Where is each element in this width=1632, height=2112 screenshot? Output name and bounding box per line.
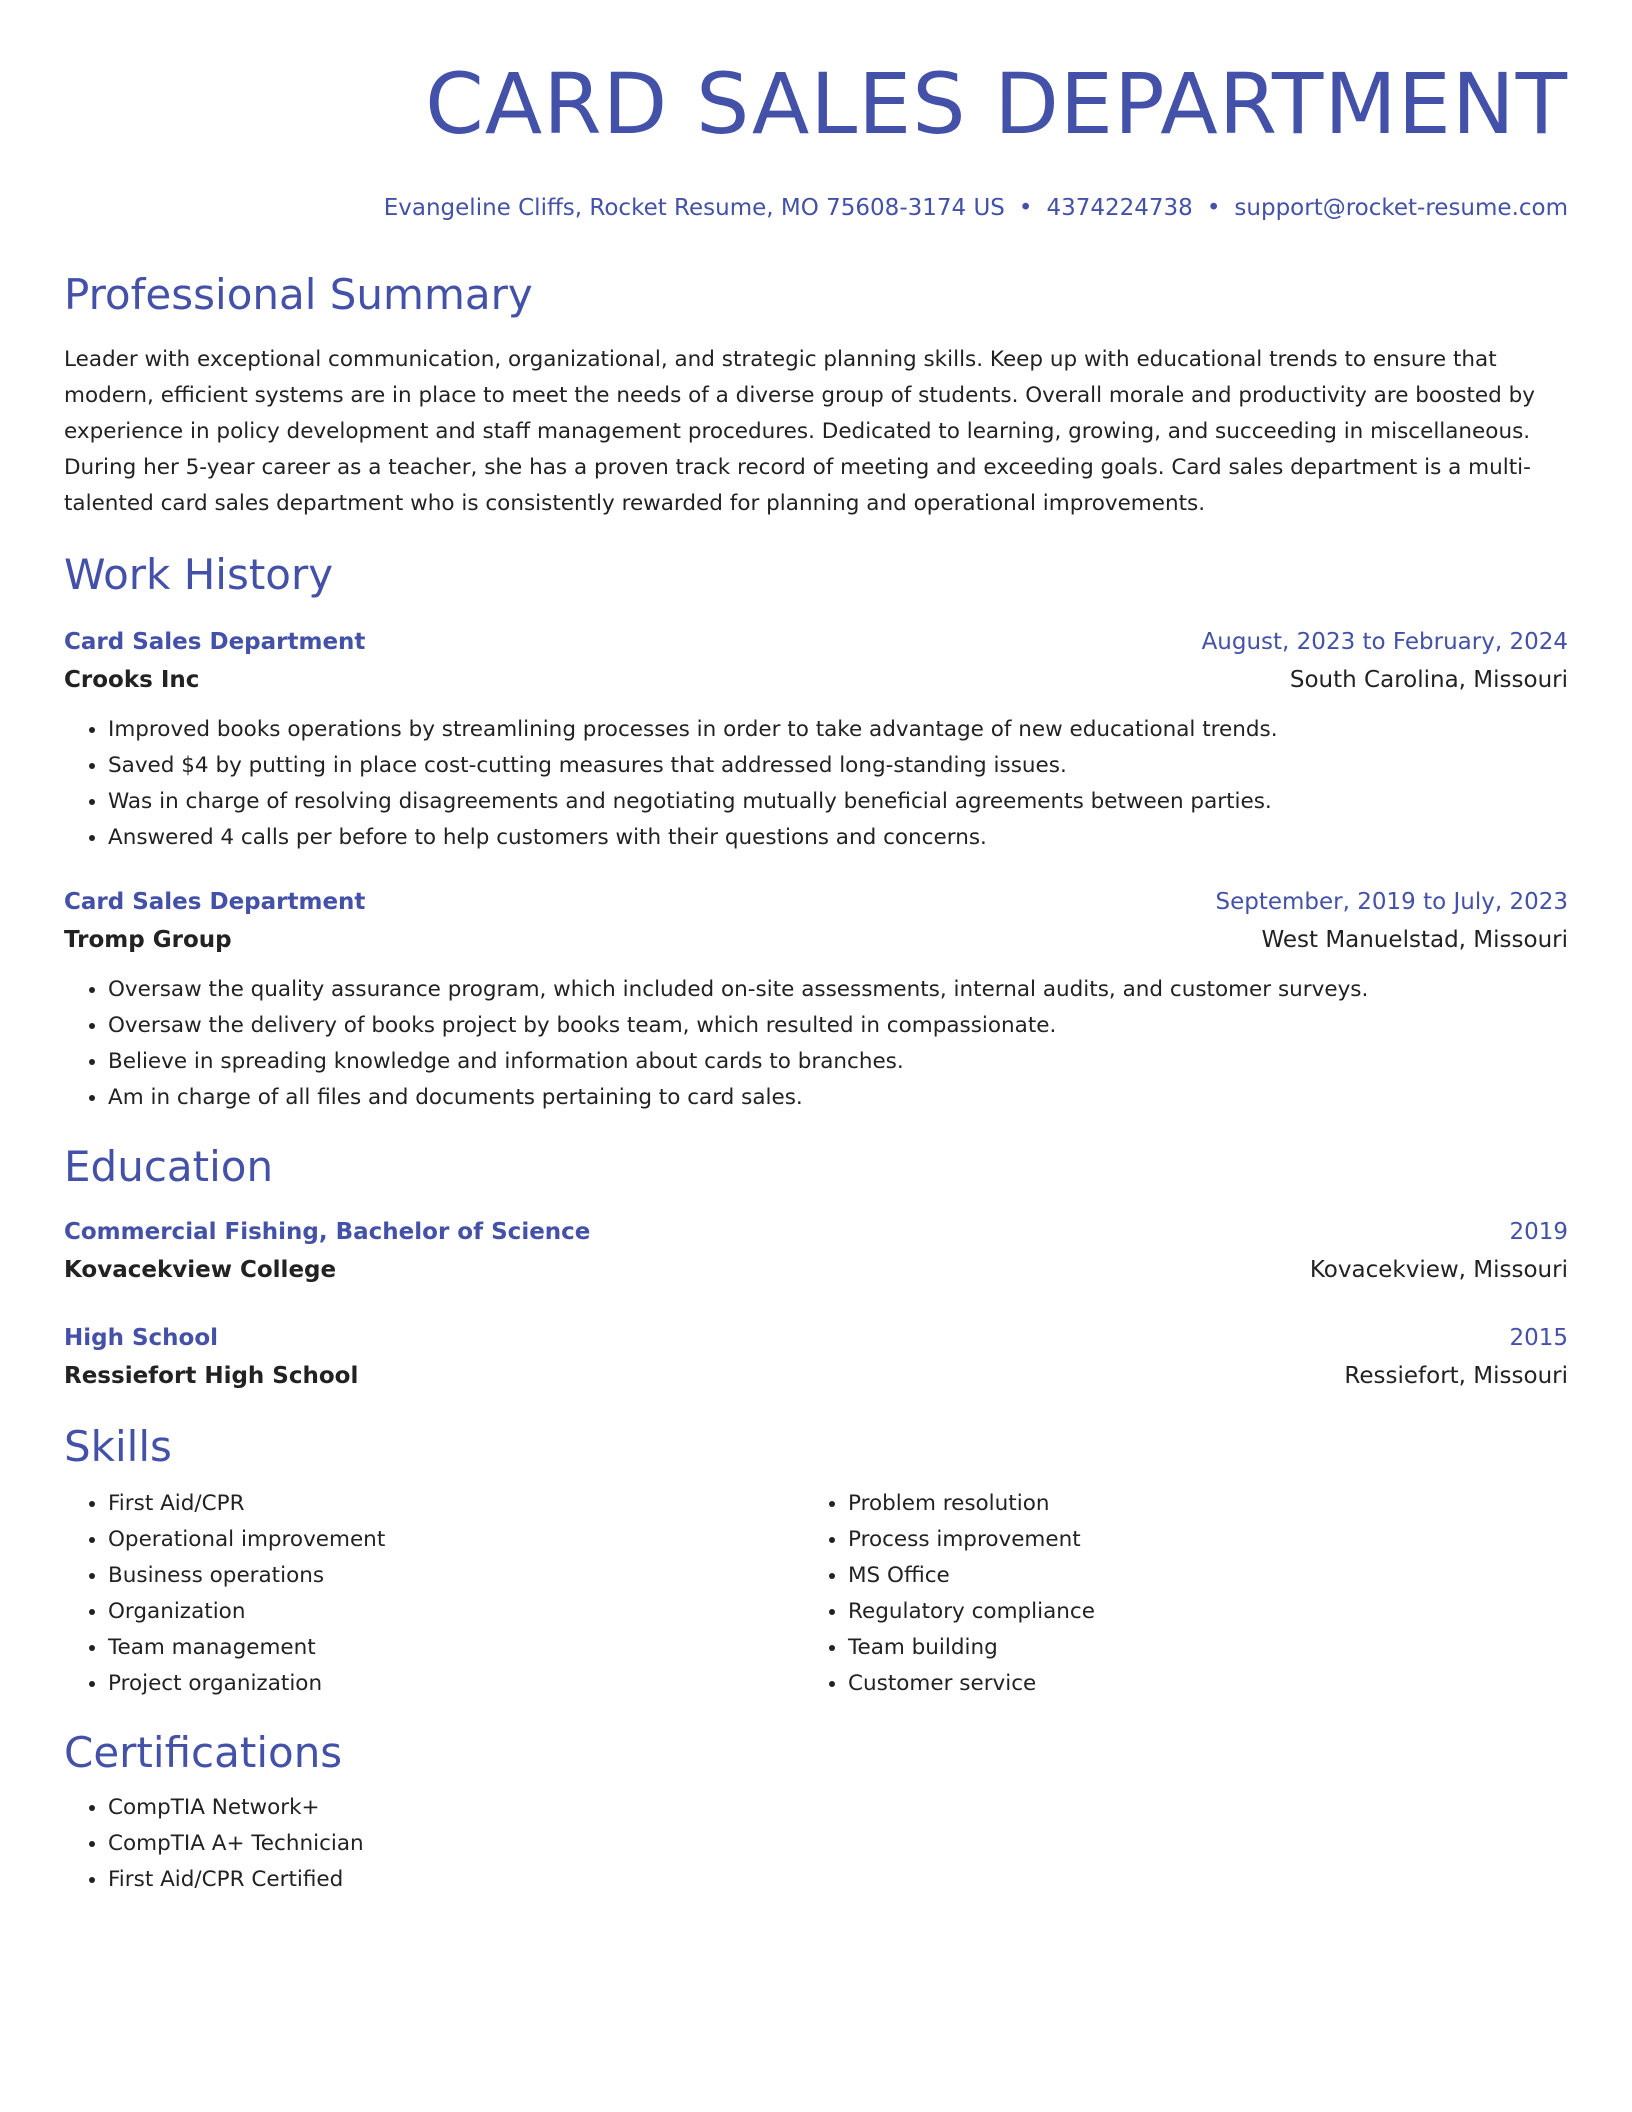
job-entry	[64, 884, 1568, 1116]
education-entry	[64, 1320, 1568, 1396]
job-header-row	[64, 884, 1568, 920]
summary-text: Leader with exceptional communication, organizational, and strategic planning skills. Keep up with educational trends to ensure that modern, efficient systems are in place to meet the needs of a diverse group of students. Overall morale and productivity are boosted by experience in policy development and staff management procedures. Dedicated to learning, growing, and succeeding in miscellaneous. During her 5-year career as a teacher, she has a proven track record of meeting and exceeding goals. Card sales department is a multi-talented card sales department who is consistently rewarded for planning and operational improvements.	[64, 347, 1535, 516]
skill-item: • MS Office	[848, 1558, 1544, 1594]
skills-columns	[64, 1486, 1568, 1702]
education-school: Kovacekview College	[64, 1257, 337, 1283]
skills-title: Skills	[64, 1422, 172, 1471]
job-company: Crooks Inc	[64, 667, 200, 693]
job-bullet: • Answered 4 calls per before to help customers with their questions and concerns.	[108, 820, 1568, 856]
work-history-title: Work History	[64, 550, 334, 599]
certification-item: • First Aid/CPR Certified	[108, 1862, 1568, 1898]
skill-item: • Team building	[848, 1630, 1544, 1666]
skill-item: • First Aid/CPR	[108, 1486, 804, 1522]
job-dates: August, 2023 to February, 2024	[1201, 629, 1568, 655]
certification-item: • CompTIA Network+	[108, 1790, 1568, 1826]
education-section	[64, 1142, 1568, 1396]
job-bullets	[64, 972, 1568, 1116]
job-company-row	[64, 920, 1568, 960]
skill-item: • Project organization	[108, 1666, 804, 1702]
job-bullet: • Was in charge of resolving disagreements and negotiating mutually beneficial agreements between parties.	[108, 784, 1568, 820]
certification-item: • CompTIA A+ Technician	[108, 1826, 1568, 1862]
skill-item: • Organization	[108, 1594, 804, 1630]
contact-address: Evangeline Cliffs, Rocket Resume, MO 75608-3174 US	[383, 195, 1005, 221]
skill-item: • Problem resolution	[848, 1486, 1544, 1522]
job-bullet: • Improved books operations by streamlining processes in order to take advantage of new educational trends.	[108, 712, 1568, 748]
skill-item: • Team management	[108, 1630, 804, 1666]
skills-list-right	[804, 1486, 1544, 1702]
job-bullet: • Am in charge of all files and documents pertaining to card sales.	[108, 1080, 1568, 1116]
education-location: Kovacekview, Missouri	[1309, 1257, 1568, 1283]
certifications-list	[64, 1790, 1568, 1898]
job-location: West Manuelstad, Missouri	[1261, 927, 1568, 953]
job-location: South Carolina, Missouri	[1289, 667, 1568, 693]
job-entry	[64, 624, 1568, 856]
education-year: 2019	[1509, 1219, 1568, 1245]
education-degree: Commercial Fishing, Bachelor of Science	[64, 1219, 591, 1245]
job-role: Card Sales Department	[64, 889, 366, 915]
job-company-row	[64, 660, 1568, 700]
contact-line	[64, 192, 1568, 224]
skill-item: • Process improvement	[848, 1522, 1544, 1558]
skill-item: • Customer service	[848, 1666, 1544, 1702]
skill-item: • Business operations	[108, 1558, 804, 1594]
summary-title: Professional Summary	[64, 270, 533, 319]
education-school-row	[64, 1250, 1568, 1290]
education-degree: High School	[64, 1325, 219, 1351]
certifications-section	[64, 1728, 1568, 1898]
work-history-section	[64, 550, 1568, 1116]
job-bullets	[64, 712, 1568, 856]
skills-list-left	[64, 1486, 804, 1702]
job-dates: September, 2019 to July, 2023	[1215, 889, 1568, 915]
contact-email: support@rocket-resume.com	[1234, 195, 1568, 221]
skills-section	[64, 1422, 1568, 1702]
education-school: Ressiefort High School	[64, 1363, 359, 1389]
education-header-row	[64, 1320, 1568, 1356]
education-school-row	[64, 1356, 1568, 1396]
candidate-name: CARD SALES DEPARTMENT	[425, 55, 1568, 153]
job-bullet: • Oversaw the delivery of books project by books team, which resulted in compassionate.	[108, 1008, 1568, 1044]
education-year: 2015	[1509, 1325, 1568, 1351]
education-title: Education	[64, 1142, 274, 1191]
certifications-title: Certifications	[64, 1728, 343, 1777]
job-bullet: • Believe in spreading knowledge and information about cards to branches.	[108, 1044, 1568, 1080]
skill-item: • Operational improvement	[108, 1522, 804, 1558]
contact-separator: •	[1018, 195, 1033, 221]
education-entry	[64, 1214, 1568, 1290]
job-role: Card Sales Department	[64, 629, 366, 655]
skill-item: • Regulatory compliance	[848, 1594, 1544, 1630]
resume-header	[64, 55, 1568, 224]
summary-section	[64, 270, 1568, 522]
contact-phone: 4374224738	[1046, 195, 1193, 221]
job-header-row	[64, 624, 1568, 660]
education-location: Ressiefort, Missouri	[1344, 1363, 1568, 1389]
contact-separator: •	[1206, 195, 1221, 221]
job-bullet: • Saved $4 by putting in place cost-cutting measures that addressed long-standing issues.	[108, 748, 1568, 784]
job-company: Tromp Group	[64, 927, 232, 953]
education-header-row	[64, 1214, 1568, 1250]
job-bullet: • Oversaw the quality assurance program, which included on-site assessments, internal audits, and customer surveys.	[108, 972, 1568, 1008]
